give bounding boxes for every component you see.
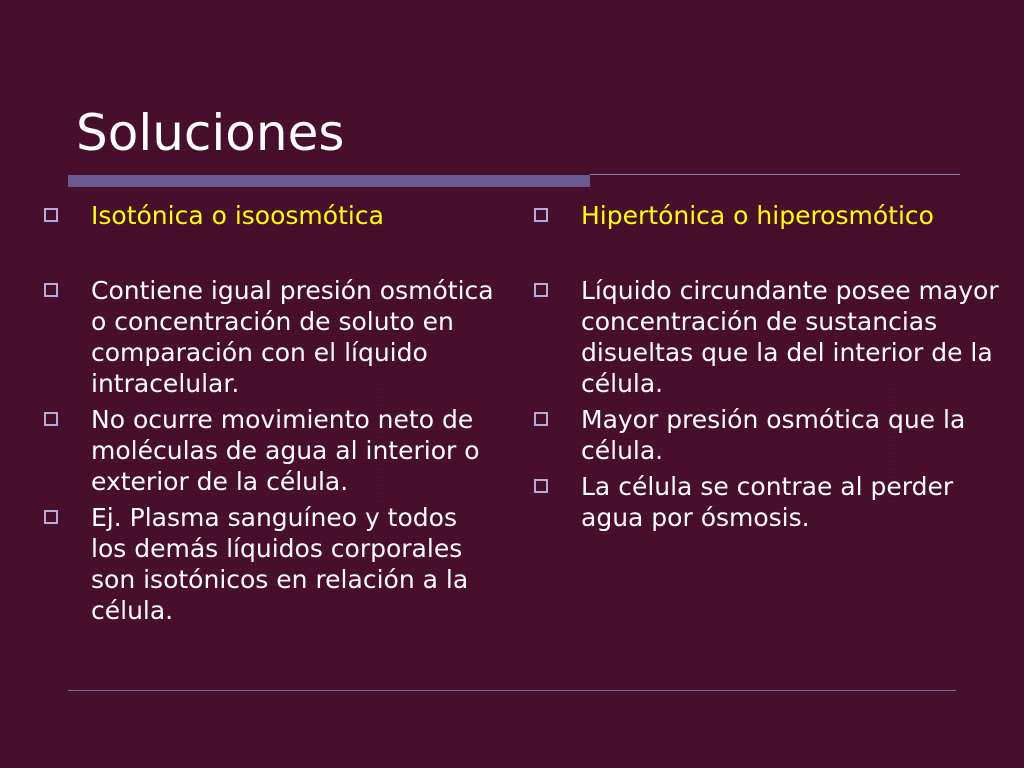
hollow-square-bullet-icon (44, 283, 58, 297)
right-heading: Hipertónica o hiperosmótico (581, 201, 934, 230)
list-item (44, 275, 494, 399)
list-item (44, 404, 494, 497)
hollow-square-bullet-icon (534, 479, 548, 493)
hollow-square-bullet-icon (534, 412, 548, 426)
hollow-square-bullet-icon (534, 283, 548, 297)
left-column (44, 200, 494, 626)
list-item (534, 404, 1004, 466)
list-item (44, 502, 494, 626)
title-underline-thick (68, 175, 590, 187)
hollow-square-bullet-icon (534, 208, 548, 222)
hollow-square-bullet-icon (44, 412, 58, 426)
left-heading: Isotónica o isoosmótica (91, 201, 384, 230)
list-item-text: Líquido circundante posee mayor concentración de sustancias disueltas que la del interior de la célula. (581, 276, 999, 398)
footer-rule (68, 690, 956, 691)
right-column (534, 200, 1004, 533)
list-item-text: Mayor presión osmótica que la célula. (581, 405, 966, 465)
left-heading-item (44, 200, 494, 231)
right-heading-item (534, 200, 1004, 231)
hollow-square-bullet-icon (44, 510, 58, 524)
list-item-text: No ocurre movimiento neto de moléculas de agua al interior o exterior de la célula. (91, 405, 480, 496)
list-item-text: Contiene igual presión osmótica o concentración de soluto en comparación con el líquido intracelular. (91, 276, 494, 398)
list-item-text: Ej. Plasma sanguíneo y todos los demás líquidos corporales son isotónicos en relación a la célula. (91, 503, 469, 625)
list-item-text: La célula se contrae al perder agua por ósmosis. (581, 472, 954, 532)
hollow-square-bullet-icon (44, 208, 58, 222)
list-item (534, 471, 1004, 533)
list-item (534, 275, 1004, 399)
slide-title: Soluciones (76, 104, 345, 162)
title-underline-thin (590, 174, 960, 175)
